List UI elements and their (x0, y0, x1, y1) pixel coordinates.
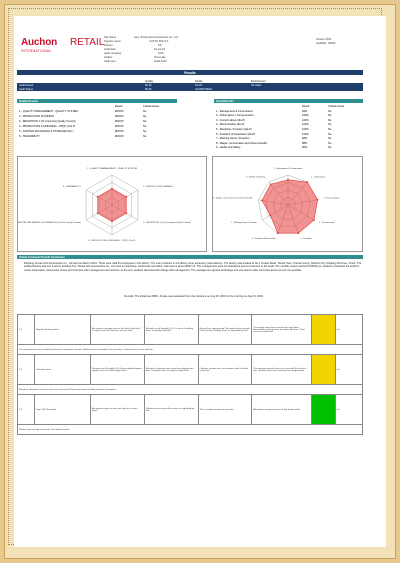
table-row (214, 127, 363, 131)
table-row (214, 114, 363, 118)
info-audit-date: 15-oct-15 (154, 48, 165, 51)
table-row (18, 355, 363, 385)
detail-cell-c2: Records of overtime work record are aligned with data. Overtime hours recorded is within limit. (144, 355, 198, 385)
status-social-value: ACCEPTABLE (195, 87, 212, 91)
social-row-critical: No (328, 123, 332, 127)
social-row-result: 100% (302, 132, 309, 136)
quality-row-critical: No (143, 114, 147, 118)
quality-radar-chart (18, 157, 206, 251)
detail-cell-c4: All workers are given at least 1 day off per week. (252, 395, 312, 425)
detail-cell-item: Overtime hours (35, 355, 91, 385)
radar-axis-label: 9 - Health and Safety (246, 176, 265, 179)
info-audit-type: Initial Audit (154, 60, 167, 63)
results-col-environment: Environment (251, 79, 266, 83)
social-results-header (214, 99, 363, 103)
detail-cell-c2: Records are all (maybe) OK. It is up to 8 working hours for quality checked? (144, 315, 198, 345)
social-row-critical: No (328, 127, 332, 131)
radar-point (317, 199, 319, 201)
detail-table (17, 314, 363, 435)
radar-point (297, 232, 299, 234)
detail-cell-status (312, 315, 335, 345)
results-bar (17, 70, 363, 75)
detail-cell-c2: Workers got one day off per week as regulated by law. (144, 395, 198, 425)
quality-row-label: 1 - QUALITY MANAGEMENT - QUALITY SYSTEM (19, 109, 78, 113)
quality-row-result: #DIV/0! (115, 134, 124, 138)
social-row-critical: No (328, 109, 332, 113)
conclusion-remark: Remark: The initial new RMS, Jinxiao was evaluated from the inference on Aug 15, 2015 to the morning on Aug 16, 2015. (124, 295, 264, 298)
radar-series-area (98, 189, 127, 222)
info-label-1: Supplier name : (104, 40, 123, 43)
detail-cell-status (312, 395, 335, 425)
social-row-label: 8 - Wages, remuneration and others benefits (216, 141, 268, 145)
radar-axis-label: 2 - Child Labour (311, 176, 326, 179)
social-row-label: 6 - Freedom of Association (dis-P) (216, 132, 256, 136)
radar-axis-label: 7 - Working Hours / Freedom (231, 222, 257, 224)
radar-axis-label: 4 - PRODUCTION & FINISHING - OPQC (Out Pr (88, 240, 136, 242)
info-label-5: Auditor : (104, 56, 114, 59)
quality-row-critical: No (143, 134, 147, 138)
social-row-result: 90% (302, 146, 308, 150)
results-col-social: Social (195, 79, 203, 83)
conclusion-text: Zhejiang Jinxiao Arts Accessories Co., Ltd was founded in 2001. There were total 53 employees in the factory. The main products in the factory were accessory (decorations). The factory was located at No.1 Jinxiao Road, Tiantai Town, Tiantai County, Taizhou City, Zhejiang Province, China. The audited factory had one 4-storey building from Tiantai Arts Accessories Co., Ltd used as workshop, warehouse and office; total area is about 9000 m2. The management gave full assistance and commitment to the audit. The monthly output reached 150000 pcs. Auditors conducted the audit by onsite observation, documents review and interview with management and workers. At the end, auditors discussed all findings with management. The management agreed all findings and promised to take corrective action as soon as possible. (24, 262, 362, 272)
detail-cell-c3: Records are documented. No regular hours records of the factory. Working hours as regulated by law? (198, 315, 252, 345)
quality-row-result: #DIV/0! (115, 119, 124, 123)
table-row (214, 146, 363, 150)
detail-cell-c3: The rest days records are accurate. (198, 395, 252, 425)
social-row-label: 3 - Forced Labour (dis-P) (216, 118, 245, 122)
table-row (214, 123, 363, 127)
detail-cell-item: Regular Working Hours (35, 315, 91, 345)
detail-cell-num: 2.1 (18, 315, 35, 345)
social-cols (214, 104, 363, 108)
info-audit-company: SGS (158, 52, 164, 55)
results-col-quality: Quality (145, 79, 154, 83)
quality-row-critical: No (143, 129, 147, 133)
social-row-label: 9 - Health and Safety (216, 146, 241, 150)
logo-brand: Auchon (21, 37, 58, 48)
detail-cell-num: 2.3 (18, 395, 35, 425)
results-social-value: 93.1% (195, 83, 203, 87)
quality-row-label: 5 - AUDITED PACKAGING & STORAGE FQC ( (19, 129, 74, 133)
social-radar-chart (213, 157, 362, 251)
results-environment-value: No Value (251, 83, 262, 87)
note-cell: Workers got rest day each week. No violation found. (18, 425, 363, 435)
detail-cell-c1: Records are all (maybe) OK. Hours worked beyond regular hours are within legal limits? (91, 355, 145, 385)
report-page (14, 16, 386, 547)
radar-axis-label: 5 - Discipline (300, 237, 312, 240)
social-row-label: 2 - Child Labour / Young workers (216, 114, 254, 118)
social-row-result: 68% (302, 137, 308, 141)
info-label-2: Factory : (104, 44, 115, 47)
note-row (18, 385, 363, 395)
info-supplier: CUSTO POLO A. (149, 40, 169, 43)
radar-point (261, 200, 263, 202)
table-row (18, 315, 363, 345)
radar-point (97, 212, 99, 214)
social-row-result: 100% (302, 123, 309, 127)
table-row (214, 109, 363, 113)
social-radar-box (212, 156, 363, 252)
social-row-result: 88% (302, 141, 308, 145)
quality-col-result: Result (115, 104, 123, 108)
results-quality-value: 80,46 (145, 83, 152, 87)
info-label-4: Audit company : (104, 52, 123, 55)
info-label-0: Site Name : (104, 36, 118, 39)
radar-point (111, 221, 113, 223)
social-row-critical: No (328, 146, 332, 150)
radar-point (270, 183, 272, 185)
social-row-result: 100% (302, 118, 309, 122)
quality-row-result: #DIV/0! (115, 114, 124, 118)
quality-row-result: #DIV/0! (115, 124, 124, 128)
note-cell: Based on attendance records, there were not over 60 hours per week including overtime for workers. (18, 385, 363, 395)
detail-cell-c1: Are workers working hours in the limits of the law? Is regular work of 8 hours or less per day? (91, 315, 145, 345)
radar-axis-label: 6 - TRAINABILITY (62, 186, 81, 188)
note-row (18, 425, 363, 435)
social-row-critical: No (328, 118, 332, 122)
detail-cell-status (312, 355, 335, 385)
radar-point (269, 214, 271, 216)
radar-axis-label: 1 - Management & Commitment (273, 168, 303, 170)
quality-row-label: 3 - RECEPTION 1 QC (Incoming Quality Control) (19, 119, 76, 123)
conclusion-title: Global Comment/ Overall Conclusion (19, 255, 65, 259)
logo-retail: RETAIL (70, 37, 105, 48)
quality-row-label: 2 - PRODUCTION PLANNING (19, 114, 55, 118)
quality-results-title: Quality Results (19, 99, 38, 103)
social-row-critical: No (328, 141, 332, 145)
quality-row-result: #DIV/0! (115, 129, 124, 133)
radar-point (97, 196, 99, 198)
radar-point (313, 219, 315, 221)
detail-cell-item: Days Off / Rest days (35, 395, 91, 425)
table-row (17, 124, 177, 128)
social-results-title: Social Results (216, 99, 234, 103)
radar-axis-label: 1 - QUALITY MANAGEMENT - QUALITY SYSTEM (87, 168, 137, 170)
radar-point (306, 181, 308, 183)
detail-cell-decision: Yes (335, 315, 362, 345)
quality-results-header (17, 99, 177, 103)
quality-row-critical: No (143, 124, 147, 128)
info-site-name: sany Jinxiao Arts Accessories Co., Ltd (134, 36, 178, 39)
social-col-result: Result (302, 104, 310, 108)
detail-cell-c3: Overtime records are in accordance with the limits of the law? (198, 355, 252, 385)
detail-cell-decision: Yes (335, 395, 362, 425)
results-bar-label: Results (184, 71, 196, 75)
note-row (18, 345, 363, 355)
social-row-label: 4 - Discrimination (dis-P) (216, 123, 245, 127)
quality-row-label: 4 - PRODUCTION & FINISHING - OPQC (Out Pr (19, 124, 76, 128)
logo-international: INTERNATIONAL (21, 49, 52, 53)
radar-axis-label: 6 - Freedom of Association (251, 237, 276, 240)
radar-axis-label: 2 - PRODUCTION PLANNING (143, 186, 173, 188)
detail-cell-c1: Are workers given at least one day off in seven days? (91, 395, 145, 425)
note-cell: The working hours were verified by electronic attendance system. Working hours normally 8 hours per day. Overtime hours in line with law. (18, 345, 363, 355)
quality-radar-box (17, 156, 207, 252)
audit-ref: AuditRef : 00000 (316, 42, 336, 45)
radar-point (111, 188, 113, 190)
radar-axis-label: 3 - Forced Labour (323, 197, 340, 200)
version: Version 2015 (316, 38, 332, 41)
detail-cell-c4: The overtime worked hours are in line with the limits of law. Overtime hours are voluntary and compensated. (252, 355, 312, 385)
social-row-critical: No (328, 132, 332, 136)
social-row-result: 84% (302, 109, 308, 113)
conclusion-header (17, 255, 363, 259)
quality-cols (17, 104, 177, 108)
social-row-critical: No (328, 137, 332, 141)
table-row (214, 137, 363, 141)
table-row (17, 114, 177, 118)
radar-axis-label: 3 - RECEPTION 1 QC (Incoming Quality Control) (143, 222, 191, 224)
results-row-status (17, 87, 363, 91)
table-row (18, 395, 363, 425)
social-row-label: 1 - Management & Commitment (216, 109, 253, 113)
quality-row-critical: No (143, 109, 147, 113)
social-row-label: 5 - Discipline / Freedom (dis-P) (216, 127, 252, 131)
social-row-result: 100% (302, 114, 309, 118)
detail-cell-num: 2.2 (18, 355, 35, 385)
status-row-label: Audit Status (19, 87, 33, 91)
radar-point (277, 232, 279, 234)
quality-col-critical: Critical Issues (143, 104, 160, 108)
social-row-critical: No (328, 114, 332, 118)
table-row (214, 141, 363, 145)
radar-axis-label: 4 - Discrimination (319, 222, 335, 224)
table-row (214, 132, 363, 136)
detail-cell-c4: The regular work hours reached the legal limits. Reasonable working hours are within law limits. Total hours are within law. (252, 315, 312, 345)
table-row (17, 134, 177, 138)
social-row-result: 100% (302, 127, 309, 131)
radar-point (125, 196, 127, 198)
radar-axis-label: 5 - AUDITED PACKAGING & STORAGE FQC (Final Quality Control) (18, 222, 81, 224)
results-row-label: Audit Result (19, 83, 33, 87)
quality-row-label: 6 - TRAINABILITY (19, 134, 41, 138)
social-col-critical: Critical Issues (328, 104, 345, 108)
table-row (17, 109, 177, 113)
quality-row-result: #DIV/0! (115, 109, 124, 113)
quality-row-critical: No (143, 119, 147, 123)
social-row-label: 7 - Working Hours / Freedom (216, 137, 250, 141)
radar-point (287, 179, 289, 181)
table-row (17, 119, 177, 123)
radar-axis-label: 8 - Wages, remuneration and others benefits (213, 197, 253, 200)
info-factory: SS (158, 44, 162, 47)
table-row (17, 129, 177, 133)
info-label-3: Audit date : (104, 48, 118, 51)
info-label-6: Audit type : (104, 60, 117, 63)
detail-cell-decision: Yes (335, 355, 362, 385)
radar-point (125, 212, 127, 214)
status-quality-value: 80,46 (145, 87, 152, 91)
info-auditor: Sinna dao (154, 56, 166, 59)
radar-series-area (262, 180, 318, 233)
table-row (214, 118, 363, 122)
